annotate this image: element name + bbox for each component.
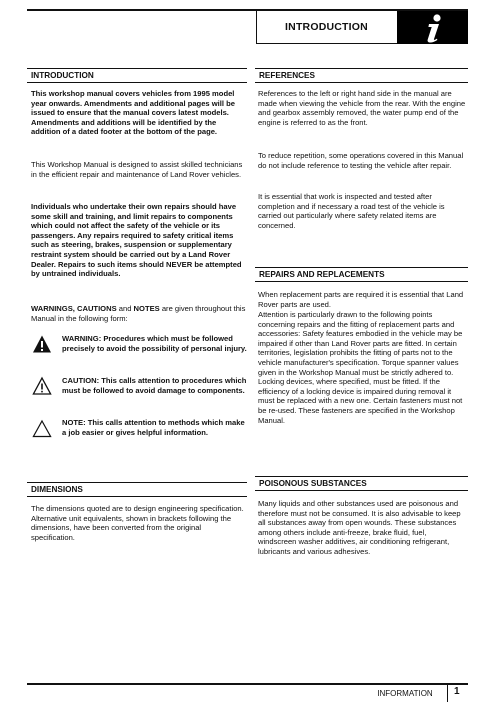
repairs-paragraph-2: Attention is particularly drawn to the following points concerning repairs and the fitting of replacement parts and accessories: Safety features embodied in the vehicle may be impaired if other than Land Rover parts are fitted. In certain territories, legislation prohibits the fitting of parts not to the vehicle manufacturer's specification. Torque spanner values given in the Workshop Manual must be strictly adhered to. Locking devices, where specified, must be fitted. If the efficiency of a locking device is impaired during removal it must be replaced with a new one. Certain fasteners must not be re-used. These fasteners are specified in the Workshop Manual. — [258, 310, 463, 425]
intro-paragraph-safety: Individuals who undertake their own repairs should have some skill and training, and limit repairs to components which could not affect the safety of the vehicle or its passengers. Any repairs required to safety critical items such as steering, brakes, suspension or supplementary restraint system should be carried out by a Land Rover Dealer. Repairs to such items should NEVER be attempted by untrained individuals. — [31, 202, 242, 279]
notices-rest: are given throughout this Manual in the following form: — [31, 304, 246, 323]
note-notice — [32, 418, 247, 443]
references-paragraph-1: References to the left or right hand side in the manual are made when viewing the vehicle from the rear. With the engine and gearbox assembly removed, the water pump end of the engine is referred to as the front. — [258, 89, 466, 127]
warning-notice — [32, 334, 247, 359]
references-paragraph-3: It is essential that work is inspected and tested after completion and if necessary a road test of the vehicle is carried out particularly where safety related items are concerned. — [258, 192, 445, 230]
intro-paragraph-notices — [31, 304, 247, 323]
warning-icon — [32, 334, 52, 359]
notices-bold-2: NOTES — [133, 304, 160, 313]
references-paragraph-2: To reduce repetition, some operations covered in this Manual do not include reference to testing the vehicle after repair. — [258, 151, 464, 170]
caution-text: CAUTION: This calls attention to procedures which must be followed to avoid damage to components. — [62, 376, 247, 395]
section-heading-introduction: INTRODUCTION — [27, 68, 247, 83]
page-title: INTRODUCTION — [285, 21, 368, 33]
info-icon — [397, 11, 468, 44]
repairs-paragraph-1: When replacement parts are required it is essential that Land Rover parts are used. — [258, 290, 464, 309]
dimensions-paragraph: The dimensions quoted are to design engineering specification. Alternative unit equivalents, shown in brackets following the dimensions, have been converted from the original specification. — [31, 504, 244, 542]
footer-section-label: INFORMATION — [363, 685, 448, 702]
section-heading-repairs: REPAIRS AND REPLACEMENTS — [255, 267, 468, 282]
intro-paragraph-2: This Workshop Manual is designed to assist skilled technicians in the efficient repair and maintenance of Land Rover vehicles. — [31, 160, 243, 179]
warning-text: WARNING: Procedures which must be followed precisely to avoid the possibility of personal injury. — [62, 334, 247, 353]
section-heading-references: REFERENCES — [255, 68, 468, 83]
caution-notice — [32, 376, 247, 401]
caution-icon — [32, 376, 52, 401]
poisonous-paragraph: Many liquids and other substances used are poisonous and therefore must not be consumed. It is also advisable to keep all substances away from open wounds. These substances among others include anti-freeze, brake fluid, fuel, windscreen washer additives, air conditioning refrigerant, lubricants and various adhesives. — [258, 499, 461, 556]
section-heading-poisonous: POISONOUS SUBSTANCES — [255, 476, 468, 491]
intro-paragraph-bold: This workshop manual covers vehicles from 1995 model year onwards. Amendments and additional pages will be issued to ensure that the manual covers latest models. Amendments and additions will be identified by the addition of a dated footer at the bottom of the page. — [31, 89, 235, 137]
page-number: 1 — [454, 686, 460, 697]
section-heading-dimensions: DIMENSIONS — [27, 482, 247, 497]
notices-bold-1: WARNINGS, CAUTIONS — [31, 304, 117, 313]
note-icon — [32, 418, 52, 443]
note-text: NOTE: This calls attention to methods which make a job easier or gives helpful information. — [62, 418, 245, 437]
notices-and: and — [116, 304, 134, 313]
